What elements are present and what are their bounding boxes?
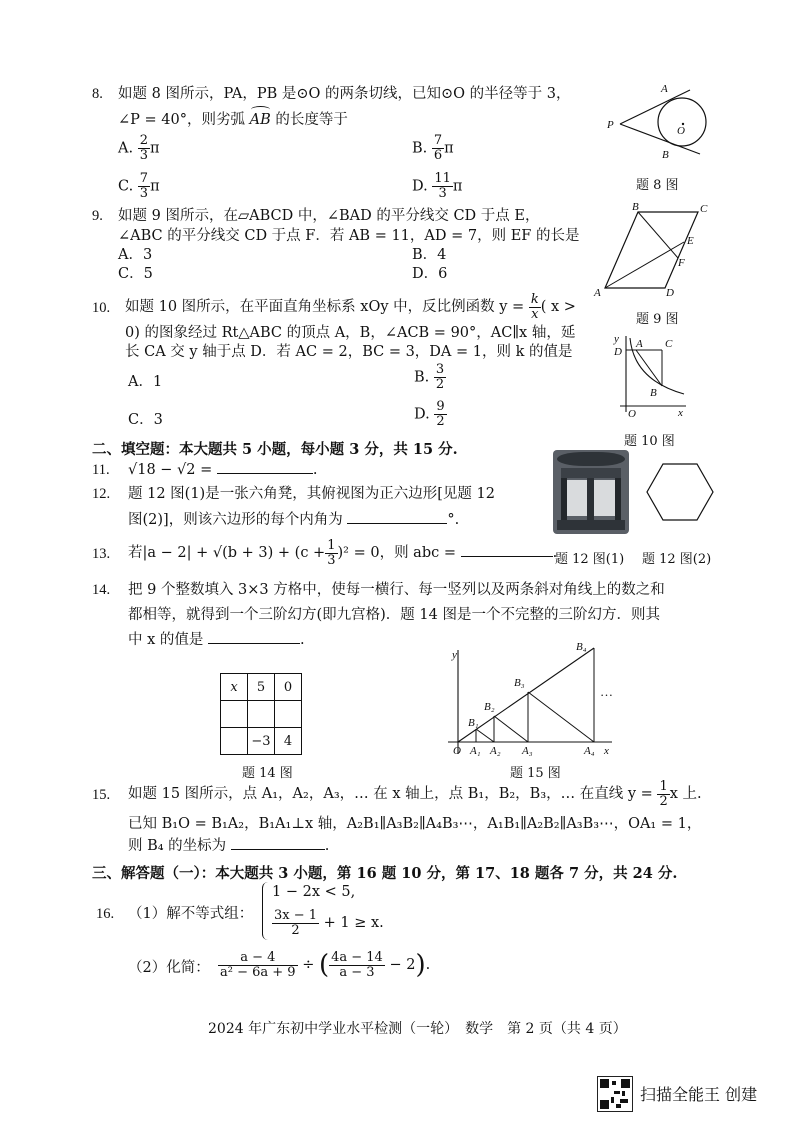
bisector-ae xyxy=(605,242,684,288)
grid-cell: 4 xyxy=(275,728,302,755)
q13-number: 13. xyxy=(92,546,111,562)
end-mark: . xyxy=(324,838,330,854)
q12-caption-1: 题 12 图(1) xyxy=(555,552,625,567)
denominator: 3 xyxy=(139,186,149,201)
pi: π xyxy=(150,178,160,195)
numerator: a − 4 xyxy=(218,951,298,966)
q15-stem-line2: 已知 B₁O = B₁A₂，B₁A₁⊥x 轴，A₂B₁∥A₃B₂∥A₄B₃⋯，A₁B₁∥A₂B₂∥A₃B₃⋯，OA₁ = 1， xyxy=(128,816,702,832)
grid-cell xyxy=(248,701,275,728)
fig-label-e: E xyxy=(687,235,694,247)
fig-label-b1: B₁ xyxy=(468,717,479,729)
q15-stem-line1 xyxy=(128,777,702,811)
answer-blank[interactable] xyxy=(208,643,300,644)
line2: 图(2)]，则该六边形的每个内角为 xyxy=(128,512,343,528)
end-mark: . xyxy=(425,957,431,973)
numerator: 3 xyxy=(435,362,445,377)
fig-label-a4: A₄ xyxy=(584,745,595,757)
q9-stem-line2: ∠ABC 的平分线交 CD 于点 F．若 AB = 11，AD = 7，则 EF 的长是 xyxy=(118,228,580,244)
numerator: 11 xyxy=(434,171,451,186)
q14-number: 14. xyxy=(92,582,111,598)
q16-inequality-1: 1 − 2x < 5, xyxy=(272,884,356,900)
grid-cell: 0 xyxy=(275,674,302,701)
post: )² = 0，则 abc = xyxy=(337,545,456,561)
q8-option-a xyxy=(118,134,160,163)
fig-label-b2: B₂ xyxy=(484,701,495,713)
q14-fig-caption: 题 14 图 xyxy=(242,766,293,781)
parallelogram xyxy=(605,212,698,288)
right-paren: ) xyxy=(415,950,426,980)
fraction xyxy=(432,172,453,201)
fig-label-d: D xyxy=(666,287,674,299)
fig-label-a: A xyxy=(594,287,601,299)
grid-row xyxy=(221,674,302,701)
stool-apron xyxy=(561,468,621,478)
grid-cell xyxy=(221,701,248,728)
q9-option-c: C．5 xyxy=(118,266,153,282)
grid-row xyxy=(221,728,302,755)
q10-option-c: C．3 xyxy=(128,412,163,428)
q10-stem-line2: 0) 的图象经过 Rt△ABC 的顶点 A，B，∠ACB = 90°，AC∥x 轴，延 xyxy=(125,325,576,341)
q11-number: 11. xyxy=(92,462,110,478)
numerator: 1 xyxy=(659,778,668,794)
q12-number: 12. xyxy=(92,486,111,502)
q9-fig-caption: 题 9 图 xyxy=(636,312,679,327)
fig-label-a1: A₁ xyxy=(470,745,481,757)
end-mark: . xyxy=(300,632,305,648)
numerator: k xyxy=(530,291,539,307)
opt-label: D. xyxy=(412,178,428,195)
q16-number: 16. xyxy=(96,906,115,922)
fig-label-y: y xyxy=(452,649,457,661)
q9-option-a: A．3 xyxy=(118,247,153,263)
fig-label-b: B xyxy=(632,201,639,213)
pre: 若|a − 2| + √(b + 3) + (c + xyxy=(128,545,326,561)
numerator: 9 xyxy=(436,399,445,414)
fraction xyxy=(329,951,385,980)
q10-option-b xyxy=(414,363,446,392)
line1b: ( x > xyxy=(540,299,576,315)
q9-stem-line1: 如题 9 图所示，在▱ABCD 中，∠BAD 的平分线交 CD 于点 E， xyxy=(118,208,540,224)
line1a: 如题 15 图所示，点 A₁，A₂，A₃，… 在 x 轴上，点 B₁，B₂，B₃，… 在直线 y = xyxy=(128,786,653,802)
fraction xyxy=(434,363,446,392)
fig-label-o: O xyxy=(677,125,685,137)
grid-cell xyxy=(221,728,248,755)
q16-part2-expression xyxy=(218,948,430,982)
system-brace xyxy=(262,882,271,940)
q8-option-c xyxy=(118,172,160,201)
b3a4 xyxy=(528,692,594,742)
line1b: x 上. xyxy=(669,786,702,802)
stool-photo xyxy=(553,450,629,534)
pi: π xyxy=(149,140,160,157)
q8-fig-caption: 题 8 图 xyxy=(636,178,679,193)
numerator: 1 xyxy=(327,537,336,553)
arc-label: AB xyxy=(249,112,271,128)
fraction xyxy=(138,172,150,201)
fig-label-b: B xyxy=(650,387,657,399)
q8-line2-text: ∠P = 40°，则劣弧 xyxy=(118,112,245,128)
tangent-pb xyxy=(620,124,700,154)
stool-top xyxy=(557,452,625,466)
fig-label-a2: A₂ xyxy=(490,745,501,757)
fraction xyxy=(272,909,319,938)
fraction-k-over-x xyxy=(529,293,541,322)
q10-stem-line3: 长 CA 交 y 轴于点 D．若 AC = 2，BC = 3，DA = 1，则 k 的值是 xyxy=(125,344,573,360)
b2a3 xyxy=(494,716,528,742)
numerator: 7 xyxy=(433,133,443,148)
q8-option-b xyxy=(412,134,454,163)
q9-option-d: D．6 xyxy=(412,266,448,282)
grid-cell: 5 xyxy=(248,674,275,701)
q11-expression: √18 − √2 = xyxy=(128,462,213,478)
left-paren: ( xyxy=(318,950,330,980)
line3: 则 B₄ 的坐标为 xyxy=(128,838,227,854)
numerator: 7 xyxy=(139,171,149,186)
end-mark: . xyxy=(312,462,318,478)
denominator: 2 xyxy=(436,414,445,429)
circle-o xyxy=(658,98,706,146)
tangent-pa xyxy=(620,90,690,124)
fig-label-c: C xyxy=(700,203,708,215)
fig-label-x: x xyxy=(678,407,683,419)
denominator: 2 xyxy=(291,922,300,938)
answer-blank[interactable] xyxy=(347,523,447,524)
denominator: 6 xyxy=(433,148,443,163)
q16-part1-label: （1）解不等式组： xyxy=(128,906,254,922)
q9-number: 9. xyxy=(92,208,103,224)
fig-dots: … xyxy=(600,684,613,699)
q14-stem-line3 xyxy=(128,630,305,650)
fig-label-p: P xyxy=(607,119,614,131)
q8-stem-line2 xyxy=(118,110,348,130)
denominator: a² − 6a + 9 xyxy=(220,964,296,980)
fig-label-y: y xyxy=(614,333,619,345)
fraction xyxy=(657,780,669,809)
fig-label-c: C xyxy=(665,338,673,350)
ineq2-post: + 1 ≥ x. xyxy=(323,915,384,931)
q8-figure xyxy=(600,82,710,162)
divide-sign: ÷ xyxy=(302,957,315,973)
fraction xyxy=(138,134,150,163)
q16-inequality-2 xyxy=(272,906,384,940)
q16-part2-label: （2）化简： xyxy=(128,960,210,976)
answer-blank[interactable] xyxy=(217,473,313,474)
fig-label-a: A xyxy=(661,83,668,95)
q9-figure xyxy=(590,200,720,300)
fig-label-b: B xyxy=(662,149,669,161)
q10-figure xyxy=(606,330,692,420)
answer-blank[interactable] xyxy=(461,556,553,557)
q8-arc-ab xyxy=(250,110,271,130)
q10-stem-line1 xyxy=(125,290,576,324)
q15-figure xyxy=(444,636,624,758)
regular-hexagon xyxy=(647,464,713,520)
denominator: 2 xyxy=(659,793,668,809)
q10-fig-caption: 题 10 图 xyxy=(624,434,675,449)
fig-label-o: O xyxy=(453,745,461,757)
denominator: x xyxy=(531,306,539,322)
opt-label: A. xyxy=(118,140,134,157)
grid-row xyxy=(221,701,302,728)
end-mark: . xyxy=(552,545,558,561)
q15-fig-caption: 题 15 图 xyxy=(510,766,561,781)
q10-option-d xyxy=(414,400,447,429)
hexagon-figure xyxy=(646,462,714,522)
q13-stem xyxy=(128,536,557,570)
fig-label-a3: A₃ xyxy=(522,745,533,757)
q8-line2b-text: 的长度等于 xyxy=(275,112,348,128)
section-3-title: 三、解答题（一）：本大题共 3 小题，第 16 题 10 分，第 17、18 题各 7 分，共 24 分. xyxy=(92,865,678,882)
q11-stem xyxy=(128,460,318,480)
b1a2 xyxy=(476,729,494,742)
line3: 中 x 的值是 xyxy=(128,632,204,648)
q10-number: 10. xyxy=(92,300,111,316)
fraction xyxy=(325,539,337,568)
q12-stem-line1: 题 12 图(1)是一张六角凳，其俯视图为正六边形[见题 12 xyxy=(128,486,495,502)
q8-option-d xyxy=(412,172,462,201)
fraction xyxy=(432,134,444,163)
scanner-watermark: 扫描全能王 创建 xyxy=(640,1085,758,1104)
numerator: 3x − 1 xyxy=(274,907,318,923)
pi: π xyxy=(452,178,463,195)
fig-label-o: O xyxy=(628,408,636,420)
q12-stem-line2 xyxy=(128,510,459,530)
q12-caption-2: 题 12 图(2) xyxy=(642,552,712,567)
answer-blank[interactable] xyxy=(231,849,325,850)
opt-label: D. xyxy=(414,406,430,423)
stool-base xyxy=(557,520,625,530)
denominator: 3 xyxy=(139,148,148,163)
page-footer: 2024 年广东初中学业水平检测（一轮） 数学 第 2 页（共 4 页） xyxy=(208,1021,627,1037)
fig-label-b4: B₄ xyxy=(576,641,587,653)
q15-stem-line3 xyxy=(128,836,329,856)
numerator: 4a − 14 xyxy=(331,949,383,965)
fraction xyxy=(218,951,298,980)
segment-ab xyxy=(636,350,662,386)
grid-cell xyxy=(275,701,302,728)
line1a: 如题 10 图所示，在平面直角坐标系 xOy 中，反比例函数 y = xyxy=(125,299,525,315)
grid-cell: x xyxy=(221,674,248,701)
magic-square-grid xyxy=(220,673,302,755)
numerator: 2 xyxy=(139,133,148,148)
grid-cell: −3 xyxy=(248,728,275,755)
fig-label-x: x xyxy=(604,745,609,757)
opt-label: B. xyxy=(412,140,428,157)
denominator: 2 xyxy=(435,377,445,392)
arc-mark xyxy=(251,106,270,113)
section-2-title: 二、填空题：本大题共 5 小题，每小题 3 分，共 15 分. xyxy=(92,441,458,458)
denominator: a − 3 xyxy=(339,964,375,980)
fraction xyxy=(434,400,446,429)
fig-label-b3: B₃ xyxy=(514,677,525,689)
pi: π xyxy=(444,140,454,157)
denominator: 3 xyxy=(438,186,447,201)
end-mark: °. xyxy=(447,512,460,528)
q8-number: 8. xyxy=(92,86,103,102)
q15-number: 15. xyxy=(92,787,111,803)
bisector-bf xyxy=(638,212,678,258)
denominator: 3 xyxy=(327,552,336,568)
q9-option-b: B．4 xyxy=(412,247,447,263)
fig-label-a: A xyxy=(636,338,643,350)
minus-two: − 2 xyxy=(389,957,416,973)
qr-code-icon xyxy=(597,1076,633,1112)
fig-label-f: F xyxy=(678,257,685,269)
q10-option-a: A．1 xyxy=(128,374,163,390)
q8-stem-line1: 如题 8 图所示，PA，PB 是⊙O 的两条切线，已知⊙O 的半径等于 3， xyxy=(118,86,571,102)
opt-label: B. xyxy=(414,369,430,386)
opt-label: C. xyxy=(118,178,134,195)
fig-label-d: D xyxy=(614,346,622,358)
q14-stem-line1: 把 9 个整数填入 3×3 方格中，使每一横行、每一竖列以及两条斜对角线上的数之和 xyxy=(128,582,665,598)
q14-stem-line2: 都相等，就得到一个三阶幻方(即九宫格)．题 14 图是一个不完整的三阶幻方．则其 xyxy=(128,607,660,623)
